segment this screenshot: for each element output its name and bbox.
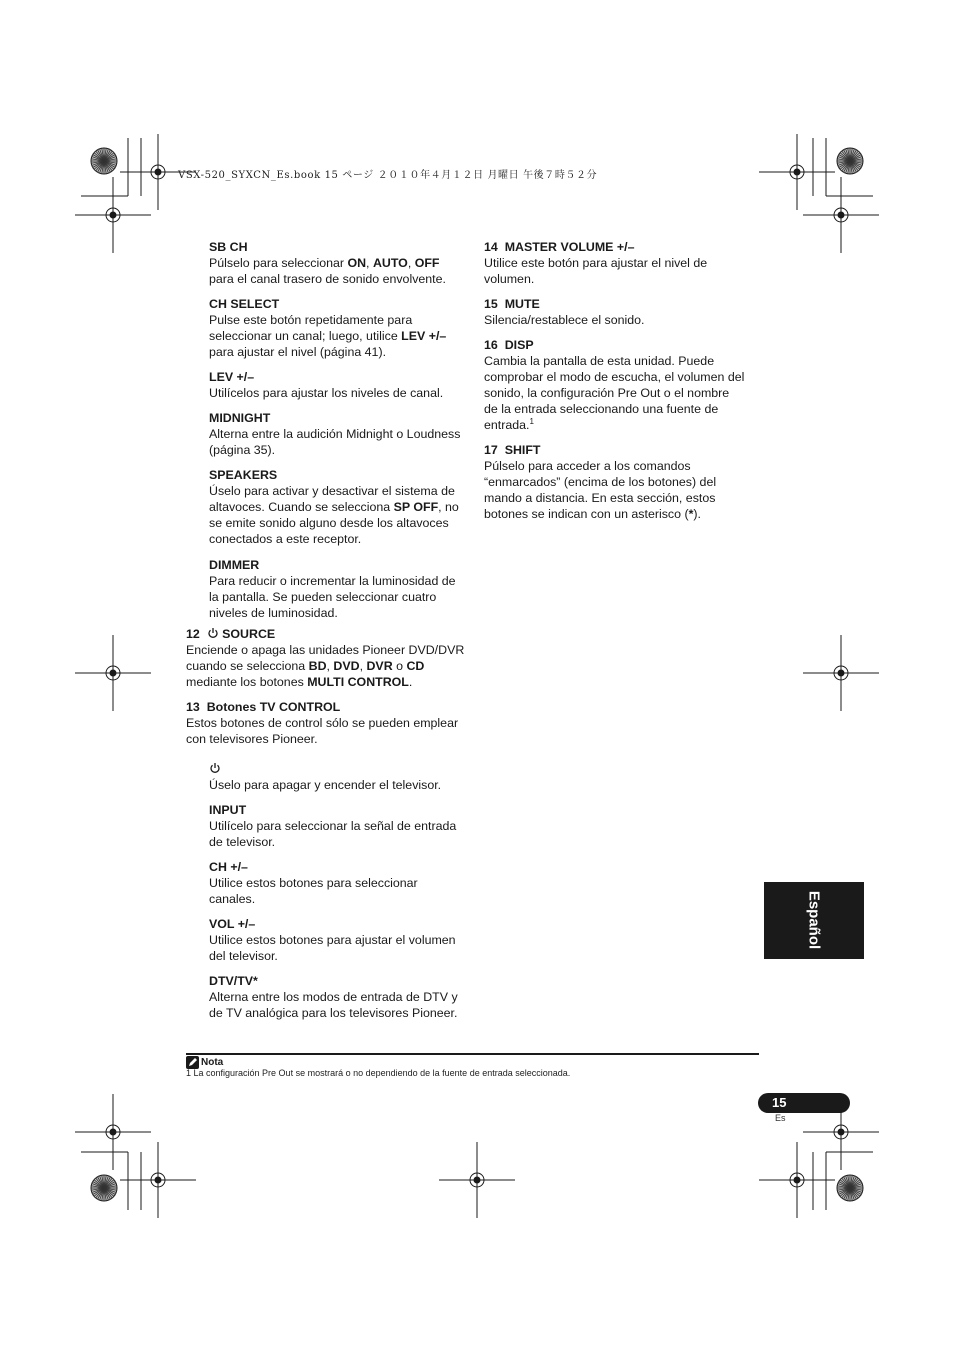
language-tab-label: Español (805, 890, 823, 950)
entry-text: Utilice estos botones para seleccionar canales. (209, 876, 418, 906)
page-language: Es (775, 1113, 786, 1123)
entry-title: CH SELECT (209, 297, 280, 311)
footnote-ref: 1 (529, 416, 534, 426)
crosshair-target (75, 635, 151, 711)
ch-select-entry (209, 296, 466, 360)
footnote-divider (186, 1053, 759, 1055)
left-column (186, 239, 466, 1021)
crosshair-target (75, 1094, 151, 1170)
entry-text: Cambia la pantalla de esta unidad. Puede comprobar el modo de escucha, el volumen del sonido, la configuración Pre Out o el nombre de la entrada seleccionando una fuente de entrada.$^1$ (484, 354, 745, 432)
entry-text: Utilice estos botones para ajustar el volumen del televisor. (209, 933, 456, 963)
entry-title: LEV +/– (209, 370, 255, 384)
entry-title: DIMMER (209, 558, 260, 572)
power-icon (207, 627, 219, 639)
dimmer-entry (209, 557, 466, 621)
entry-title: 13 Botones TV CONTROL (186, 700, 341, 714)
shift-entry (484, 442, 746, 522)
page-number: 15 (772, 1095, 787, 1110)
mute-entry (484, 296, 746, 328)
crosshair-target (759, 134, 835, 210)
ch-entry (209, 859, 466, 907)
entry-text: Alterna entre la audición Midnight o Loudness (página 35). (209, 427, 461, 457)
disp-entry (484, 337, 746, 433)
print-file-header: VSX-520_SYXCN_Es.book 15 ページ ２０１０年４月１２日 月曜日 午後７時５２分 (178, 170, 598, 181)
entry-title: 15 MUTE (484, 297, 540, 311)
entry-title: INPUT (209, 803, 247, 817)
note-heading: Nota (186, 1056, 223, 1069)
entry-text: Utilícelo para seleccionar la señal de entrada de televisor. (209, 819, 457, 849)
midnight-entry (209, 410, 466, 458)
entry-title: 17 SHIFT (484, 443, 541, 457)
source-entry (186, 626, 466, 690)
right-column (484, 239, 746, 522)
entry-text: Alterna entre los modos de entrada de DTV y de TV analógica para los televisores Pioneer. (209, 990, 458, 1020)
crosshair-target (759, 1142, 835, 1218)
entry-title: SPEAKERS (209, 468, 278, 482)
entry-text: Enciende o apaga las unidades Pioneer DVD/DVR cuando se selecciona BD, DVD, DVR o CD mediante los botones MULTI CONTROL. (186, 643, 465, 689)
starburst-mark (91, 148, 117, 174)
tv-power-entry (209, 761, 466, 793)
vol-entry (209, 916, 466, 964)
crosshair-target (120, 1142, 196, 1218)
entry-title: DTV/TV* (209, 974, 258, 988)
entry-title: SB CH (209, 240, 248, 254)
tv-control-entry (186, 699, 466, 747)
language-tab (764, 882, 864, 959)
entry-title (209, 761, 466, 777)
power-icon (209, 762, 221, 774)
entry-title: CH +/– (209, 860, 248, 874)
starburst-mark (837, 148, 863, 174)
entry-text: Úselo para activar y desactivar el sistema de altavoces. Cuando se selecciona SP OFF, no se emite sonido alguno desde los altavoces conectados a este receptor. (209, 484, 459, 546)
entry-text: Utilícelos para ajustar los niveles de canal. (209, 386, 444, 400)
entry-text: Estos botones de control sólo se pueden emplear con televisores Pioneer. (186, 716, 459, 746)
sb-ch-entry (209, 239, 466, 287)
crosshair-target (439, 1142, 515, 1218)
entry-title: VOL +/– (209, 917, 256, 931)
entry-title: 16 DISP (484, 338, 534, 352)
entry-text: Pulse este botón repetidamente para seleccionar un canal; luego, utilice LEV +/– para ajustar el nivel (página 41). (209, 313, 447, 359)
footnote-text: 1 La configuración Pre Out se mostrará o no dependiendo de la fuente de entrada seleccionada. (186, 1068, 571, 1078)
crosshair-target (75, 177, 151, 253)
entry-text: Para reducir o incrementar la luminosidad de la pantalla. Se pueden seleccionar cuatro niveles de luminosidad. (209, 574, 456, 620)
lev-entry (209, 369, 466, 401)
entry-text: Silencia/restablece el sonido. (484, 313, 645, 327)
entry-text: Púlselo para acceder a los comandos “enmarcados” (encima de los botones) del mando a distancia. En esta sección, estos botones se indican con un asterisco (*). (484, 459, 717, 521)
entry-text: Púlselo para seleccionar ON, AUTO, OFF para el canal trasero de sonido envolvente. (209, 256, 446, 286)
page-number-badge (758, 1093, 850, 1113)
entry-title: 14 MASTER VOLUME +/– (484, 240, 635, 254)
input-entry (209, 802, 466, 850)
crosshair-target (803, 177, 879, 253)
entry-text: Úselo para apagar y encender el televisor. (209, 778, 442, 792)
entry-title: 12 SOURCE (186, 627, 276, 641)
starburst-mark (91, 1175, 117, 1201)
master-volume-entry (484, 239, 746, 287)
dtv-entry (209, 973, 466, 1021)
entry-title: MIDNIGHT (209, 411, 271, 425)
starburst-mark (837, 1175, 863, 1201)
entry-text: Utilice este botón para ajustar el nivel de volumen. (484, 256, 708, 286)
speakers-entry (209, 467, 466, 547)
crosshair-target (803, 635, 879, 711)
